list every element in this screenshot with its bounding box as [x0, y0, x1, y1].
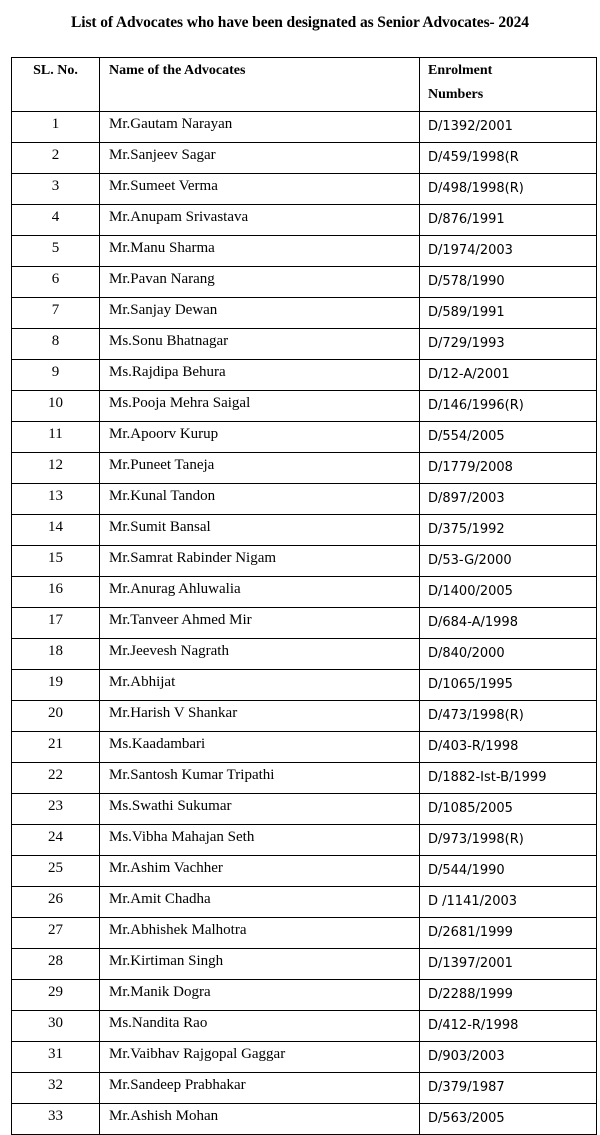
table-row	[12, 205, 597, 236]
sl-cell: 16	[12, 577, 100, 608]
document-title: List of Advocates who have been designated as Senior Advocates- 2024	[71, 14, 529, 31]
sl-cell: 28	[12, 949, 100, 980]
sl-cell: 27	[12, 918, 100, 949]
enrolment-cell: D/473/1998(R)	[420, 701, 597, 732]
name-cell: Mr.Manik Dogra	[100, 980, 420, 1011]
sl-cell: 15	[12, 546, 100, 577]
name-cell: Mr.Anupam Srivastava	[100, 205, 420, 236]
name-cell: Mr.Kirtiman Singh	[100, 949, 420, 980]
table-row	[12, 174, 597, 205]
name-cell: Ms.Sonu Bhatnagar	[100, 329, 420, 360]
name-cell: Mr.Ashish Mohan	[100, 1104, 420, 1135]
advocates-table	[11, 57, 597, 1135]
sl-cell: 10	[12, 391, 100, 422]
table-row	[12, 360, 597, 391]
enrolment-cell: D/684-A/1998	[420, 608, 597, 639]
name-cell: Mr.Samrat Rabinder Nigam	[100, 546, 420, 577]
enrolment-cell: D/554/2005	[420, 422, 597, 453]
sl-cell: 13	[12, 484, 100, 515]
table-row	[12, 763, 597, 794]
name-cell: Mr.Vaibhav Rajgopal Gaggar	[100, 1042, 420, 1073]
sl-cell: 20	[12, 701, 100, 732]
enrolment-cell: D/498/1998(R)	[420, 174, 597, 205]
table-row	[12, 639, 597, 670]
header-enrolment-line2: Numbers	[428, 87, 484, 102]
enrolment-cell: D/2681/1999	[420, 918, 597, 949]
sl-cell: 9	[12, 360, 100, 391]
sl-cell: 12	[12, 453, 100, 484]
table-row	[12, 577, 597, 608]
name-cell: Mr.Puneet Taneja	[100, 453, 420, 484]
enrolment-cell: D/1085/2005	[420, 794, 597, 825]
sl-cell: 11	[12, 422, 100, 453]
table-row	[12, 670, 597, 701]
table-row	[12, 701, 597, 732]
sl-cell: 1	[12, 112, 100, 143]
enrolment-cell: D/1397/2001	[420, 949, 597, 980]
sl-cell: 14	[12, 515, 100, 546]
table-row	[12, 236, 597, 267]
enrolment-cell: D/412-R/1998	[420, 1011, 597, 1042]
sl-cell: 3	[12, 174, 100, 205]
table-row	[12, 887, 597, 918]
name-cell: Ms.Kaadambari	[100, 732, 420, 763]
enrolment-cell: D/146/1996(R)	[420, 391, 597, 422]
name-cell: Mr.Jeevesh Nagrath	[100, 639, 420, 670]
name-cell: Mr.Sumeet Verma	[100, 174, 420, 205]
name-cell: Ms.Rajdipa Behura	[100, 360, 420, 391]
name-cell: Mr.Sanjeev Sagar	[100, 143, 420, 174]
enrolment-cell: D/578/1990	[420, 267, 597, 298]
name-cell: Mr.Harish V Shankar	[100, 701, 420, 732]
table-row	[12, 949, 597, 980]
enrolment-cell: D/2288/1999	[420, 980, 597, 1011]
table-row	[12, 422, 597, 453]
name-cell: Mr.Apoorv Kurup	[100, 422, 420, 453]
name-cell: Mr.Gautam Narayan	[100, 112, 420, 143]
enrolment-cell: D/1065/1995	[420, 670, 597, 701]
table-row	[12, 515, 597, 546]
header-enrolment-line1: Enrolment	[428, 63, 493, 78]
enrolment-cell: D /1141/2003	[420, 887, 597, 918]
enrolment-cell: D/459/1998(R	[420, 143, 597, 174]
name-cell: Mr.Anurag Ahluwalia	[100, 577, 420, 608]
sl-cell: 21	[12, 732, 100, 763]
table-row	[12, 856, 597, 887]
table-row	[12, 143, 597, 174]
sl-cell: 6	[12, 267, 100, 298]
table-row	[12, 980, 597, 1011]
enrolment-cell: D/403-R/1998	[420, 732, 597, 763]
name-cell: Mr.Sumit Bansal	[100, 515, 420, 546]
table-row	[12, 453, 597, 484]
name-cell: Mr.Pavan Narang	[100, 267, 420, 298]
enrolment-cell: D/1392/2001	[420, 112, 597, 143]
enrolment-cell: D/375/1992	[420, 515, 597, 546]
enrolment-cell: D/876/1991	[420, 205, 597, 236]
enrolment-cell: D/544/1990	[420, 856, 597, 887]
sl-cell: 7	[12, 298, 100, 329]
sl-cell: 19	[12, 670, 100, 701]
enrolment-cell: D/729/1993	[420, 329, 597, 360]
table-row	[12, 1011, 597, 1042]
table-row	[12, 267, 597, 298]
name-cell: Mr.Amit Chadha	[100, 887, 420, 918]
name-cell: Ms.Nandita Rao	[100, 1011, 420, 1042]
table-row	[12, 1104, 597, 1135]
name-cell: Mr.Abhijat	[100, 670, 420, 701]
enrolment-cell: D/379/1987	[420, 1073, 597, 1104]
name-cell: Mr.Sandeep Prabhakar	[100, 1073, 420, 1104]
table-row	[12, 732, 597, 763]
header-name: Name of the Advocates	[100, 58, 420, 112]
sl-cell: 25	[12, 856, 100, 887]
name-cell: Mr.Santosh Kumar Tripathi	[100, 763, 420, 794]
table-row	[12, 484, 597, 515]
enrolment-cell: D/589/1991	[420, 298, 597, 329]
enrolment-cell: D/1400/2005	[420, 577, 597, 608]
table-row	[12, 329, 597, 360]
table-row	[12, 825, 597, 856]
sl-cell: 31	[12, 1042, 100, 1073]
enrolment-cell: D/563/2005	[420, 1104, 597, 1135]
name-cell: Mr.Abhishek Malhotra	[100, 918, 420, 949]
table-row	[12, 794, 597, 825]
enrolment-cell: D/1974/2003	[420, 236, 597, 267]
table-row	[12, 1073, 597, 1104]
sl-cell: 24	[12, 825, 100, 856]
sl-cell: 2	[12, 143, 100, 174]
name-cell: Mr.Sanjay Dewan	[100, 298, 420, 329]
name-cell: Ms.Pooja Mehra Saigal	[100, 391, 420, 422]
name-cell: Mr.Kunal Tandon	[100, 484, 420, 515]
header-enrolment	[420, 58, 597, 112]
name-cell: Ms.Swathi Sukumar	[100, 794, 420, 825]
sl-cell: 17	[12, 608, 100, 639]
name-cell: Mr.Manu Sharma	[100, 236, 420, 267]
name-cell: Mr.Ashim Vachher	[100, 856, 420, 887]
table-row	[12, 546, 597, 577]
name-cell: Ms.Vibha Mahajan Seth	[100, 825, 420, 856]
enrolment-cell: D/1882-Ist-B/1999	[420, 763, 597, 794]
sl-cell: 18	[12, 639, 100, 670]
enrolment-cell: D/53-G/2000	[420, 546, 597, 577]
enrolment-cell: D/1779/2008	[420, 453, 597, 484]
enrolment-cell: D/903/2003	[420, 1042, 597, 1073]
enrolment-cell: D/973/1998(R)	[420, 825, 597, 856]
sl-cell: 32	[12, 1073, 100, 1104]
header-sl-no: SL. No.	[12, 58, 100, 112]
sl-cell: 5	[12, 236, 100, 267]
table-row	[12, 608, 597, 639]
sl-cell: 22	[12, 763, 100, 794]
sl-cell: 26	[12, 887, 100, 918]
enrolment-cell: D/897/2003	[420, 484, 597, 515]
sl-cell: 23	[12, 794, 100, 825]
sl-cell: 33	[12, 1104, 100, 1135]
name-cell: Mr.Tanveer Ahmed Mir	[100, 608, 420, 639]
sl-cell: 4	[12, 205, 100, 236]
table-header-row	[12, 58, 597, 112]
table-row	[12, 1042, 597, 1073]
table-row	[12, 298, 597, 329]
enrolment-cell: D/840/2000	[420, 639, 597, 670]
enrolment-cell: D/12-A/2001	[420, 360, 597, 391]
table-row	[12, 391, 597, 422]
sl-cell: 8	[12, 329, 100, 360]
table-row	[12, 918, 597, 949]
sl-cell: 30	[12, 1011, 100, 1042]
table-row	[12, 112, 597, 143]
sl-cell: 29	[12, 980, 100, 1011]
